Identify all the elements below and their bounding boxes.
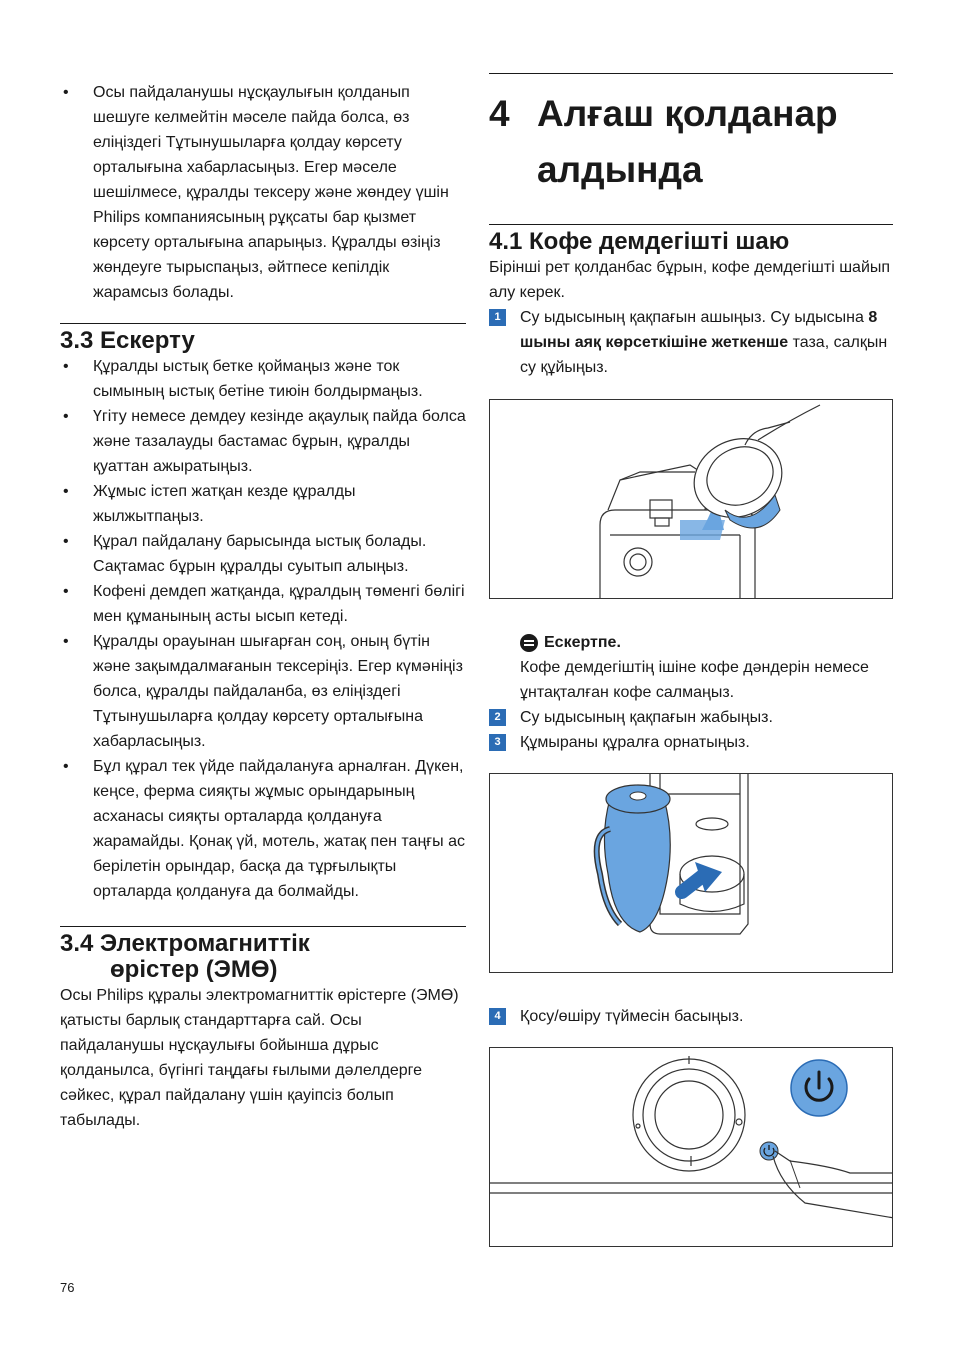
emf-paragraph: Осы Philips құралы электромагниттік өрістерге (ЭМӨ) қатысты барлық стандарттарға сай. Осы пайдаланушы нұсқаулығы бойынша дұрыс қолданылса, бүгінгі таңдағы ғылыми дәлелдерге сәйкес, құрал пайдалану үшін қауіпсіз болып табылады.	[60, 987, 459, 1129]
note-title: Ескертпе.	[544, 634, 621, 651]
step-1-number: 1	[489, 309, 506, 326]
note-icon	[520, 634, 538, 652]
step-3-number: 3	[489, 734, 506, 751]
section-3-4-heading-line2: өрістер (ЭМӨ)	[110, 956, 278, 983]
warning-item: • Үгіту немесе демдеу кезінде ақаулық пайда болса және тазалауды бастамас бұрын, құралды қуаттан ажыратыңыз.	[60, 404, 466, 479]
chapter-title-line1: Алғаш қолданар	[537, 93, 838, 134]
step-4	[489, 1004, 893, 1029]
note-block	[489, 630, 893, 755]
power-button-illustration	[490, 1048, 893, 1247]
page-number: 76	[60, 1280, 75, 1295]
warning-item: • Жұмыс істеп жатқан кезде құралды жылжытпаңыз.	[60, 479, 466, 529]
warning-list	[60, 354, 466, 904]
figure-fill-water	[489, 399, 893, 599]
step-1-text-a: Су ыдысының қақпағын ашыңыз. Су ыдысына	[520, 309, 869, 326]
warning-item: • Құрал пайдалану барысында ыстық болады. Сақтамас бұрын құралды суытып алыңыз.	[60, 529, 466, 579]
step-1-text-bold: 8 шыны аяқ көрсеткішіне жеткенше	[520, 309, 878, 351]
section-3-4-heading	[60, 926, 466, 983]
step-4-text: Қосу/өшіру түймесін басыңыз.	[520, 1008, 744, 1025]
section-4-1	[489, 224, 893, 380]
figure-place-jug	[489, 773, 893, 973]
intro-list	[60, 80, 466, 305]
section-4-1-intro: Бірінші рет қолданбас бұрын, кофе демдегішті шайып алу керек.	[489, 259, 891, 301]
step-2-number: 2	[489, 709, 506, 726]
step-1	[489, 305, 893, 380]
warning-item: • Бұл құрал тек үйде пайдалануға арналған. Дүкен, кеңсе, ферма сияқты жұмыс орындарының асханасы сияқты орталарда қолдануға жарамайды. Қонақ үй, мотель, жатақ пен таңғы ас берілетін орындар, басқа да тұрғылықты орталарда қолдануға да болмайды.	[60, 754, 466, 904]
warning-item: • Құралды ыстық бетке қоймаңыз және ток сымының ыстық бетіне тиюін болдырмаңыз.	[60, 354, 466, 404]
fill-water-illustration	[490, 400, 893, 599]
note-text: Кофе демдегіштің ішіне кофе дәндерін немесе ұнтақталған кофе салмаңыз.	[520, 659, 869, 701]
warning-item: • Кофені демдеп жатқанда, құралдың төменгі бөлігі мен құманының асты ысып кетеді.	[60, 579, 466, 629]
note-heading	[489, 630, 893, 655]
warning-item: • Құралды орауынан шығарған соң, оның бүтін және зақымдалмағанын тексеріңіз. Егер күмәніңіз болса, құралды пайдаланба, өз еліңіздегі Тұтынушыларға қолдау көрсету орталығына хабарласыңыз.	[60, 629, 466, 754]
step-1-text-b: таза, салқын су құйыңыз.	[520, 334, 888, 376]
figure-power-button	[489, 1047, 893, 1247]
step-4-block	[489, 1004, 893, 1029]
step-3-text: Құмыраны құралға орнатыңыз.	[520, 734, 750, 751]
section-4-1-heading: 4.1 Кофе демдегішті шаю	[489, 224, 893, 255]
chapter-number: 4	[489, 93, 510, 134]
chapter-title	[489, 86, 893, 198]
step-3	[489, 730, 893, 755]
section-3-4-heading-line1: 3.4 Электромагниттік	[60, 930, 310, 957]
intro-bullet: • Осы пайдаланушы нұсқаулығын қолданып шешуге келмейтін мәселе пайда болса, өз еліңіздегі Тұтынушыларға қолдау көрсету орталығына хабарласыңыз. Егер мәселе шешілмесе, құралды тексеру және жөндеу үшін Philips компаниясының рұқсаты бар қызмет көрсету орталығына апарыңыз. Құралды өзіңіз жөндеуге тырыспаңыз, әйтпесе кепілдік жарамсыз болады.	[60, 80, 466, 305]
left-column	[60, 80, 466, 1133]
section-3-3-heading: 3.3 Ескерту	[60, 323, 466, 354]
step-2-text: Су ыдысының қақпағын жабыңыз.	[520, 709, 773, 726]
chapter-rule	[489, 73, 893, 74]
place-jug-illustration	[490, 774, 893, 973]
chapter-title-line2: алдында	[537, 149, 703, 190]
step-4-number: 4	[489, 1008, 506, 1025]
step-2	[489, 705, 893, 730]
